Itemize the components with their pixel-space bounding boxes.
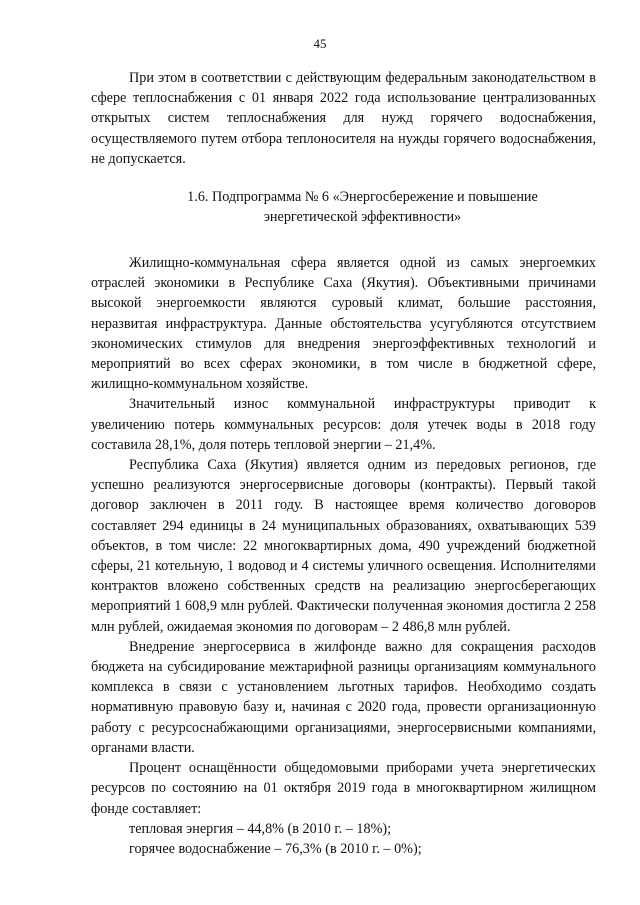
list-item-heat-energy: тепловая энергия – 44,8% (в 2010 г. – 18%); bbox=[129, 820, 392, 837]
section-heading-line-2: энергетической эффективности» bbox=[263, 209, 462, 226]
paragraph-infrastructure-wear: Значительный износ коммунальной инфраструктуры приводит к увеличению потерь коммунальных ресурсов: доля утечек воды в 2018 году составила 28,1%, доля потерь тепловой энергии – 21,4%. bbox=[91, 396, 596, 453]
paragraph-energy-service-housing: Внедрение энергосервиса в жилфонде важно для сокращения расходов бюджета на субсидирование межтарифной разницы организациям коммунального комплекса в связи с установлением льготных тарифов. Необходимо создать нормативную правовую базу и, начиная с 2020 года, провести организационную работу с ресурсоснабжающими организациями, энергосервисными компаниями, органами власти. bbox=[91, 638, 596, 756]
paragraph-metering-coverage: Процент оснащённости общедомовыми приборами учета энергетических ресурсов по состоянию на 01 октября 2019 года в многоквартирном жилищном фонде составляет: bbox=[91, 760, 596, 817]
paragraph-housing-energy-intensity: Жилищно-коммунальная сфера является одной из самых энергоемких отраслей экономики в Республике Саха (Якутия). Объективными причинами высокой энергоемкости являются суровый климат, большие расстояния, неразвитая инфраструктура. Данные обстоятельства усугубляются отсутствием экономических стимулов для внедрения энергоэффективных технологий и мероприятий во всех сферах экономики, в том числе в бюджетной сфере, жилищно-коммунальном хозяйстве. bbox=[91, 255, 596, 393]
paragraph-energy-service-contracts: Республика Саха (Якутия) является одним из передовых регионов, где успешно реализуются энергосервисные договоры (контракты). Первый такой договор заключен в 2011 году. В настоящее время количество договоров составляет 294 единицы в 24 муниципальных образованиях, охватывающих 539 объектов, в том числе: 22 многоквартирных дома, 490 учреждений бюджетной сферы, 21 котельную, 1 водовод и 4 системы уличного освещения. Исполнителями контрактов вложено собственных средств на реализацию энергосберегающих мероприятий 1 608,9 млн рублей. Фактически полученная экономия достигла 2 258 млн рублей, ожидаемая экономия по договорам – 2 486,8 млн рублей. bbox=[91, 457, 596, 635]
section-heading-line-1: 1.6. Подпрограмма № 6 «Энергосбережение и повышение bbox=[187, 189, 538, 206]
list-item-hot-water: горячее водоснабжение – 76,3% (в 2010 г. – 0%); bbox=[129, 840, 422, 857]
page-number: 45 bbox=[313, 36, 327, 51]
document-body bbox=[91, 68, 596, 859]
section-heading bbox=[91, 187, 596, 227]
paragraph-heat-supply-law: При этом в соответствии с действующим федеральным законодательством в сфере теплоснабжения с 01 января 2022 года использование централизованных открытых систем теплоснабжения для нужд горячего водоснабжения, осуществляемого путем отбора теплоносителя на нужды горячего водоснабжения, не допускается. bbox=[91, 70, 596, 167]
